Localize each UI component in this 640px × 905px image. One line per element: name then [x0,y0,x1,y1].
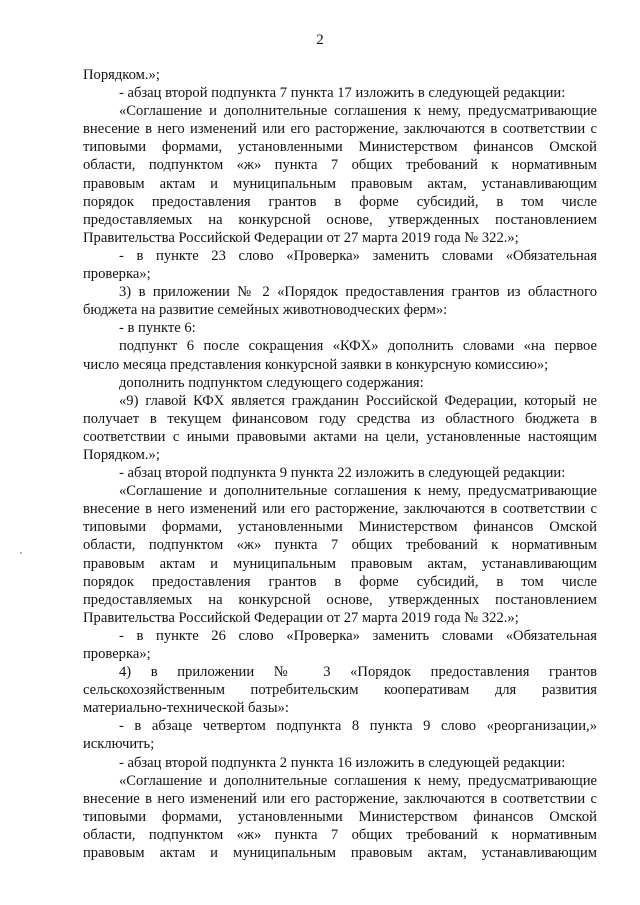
text-line: 3) в приложении № 2 «Порядок предоставления грантов из областного [119,284,597,301]
text-line: бюджета на развитие семейных животноводческих ферм»: [83,302,448,319]
text-line: материально-технической базы»: [83,700,289,717]
text-line: проверка»; [83,646,151,662]
text-line: подпункт 6 после сокращения «КФХ» дополнить словами «на первое [119,338,597,355]
text-line: - в абзаце четвертом подпункта 8 пункта 9 слово «реорганизации,» [119,718,597,735]
text-line: Порядком.»; [83,446,160,463]
text-line: - абзац второй подпункта 7 пункта 17 изложить в следующей редакции: [119,85,566,102]
text-line: 4) в приложении № 3 «Порядок предоставления грантов [119,664,597,681]
text-line: Правительства Российской Федерации от 27 марта 2019 года № 322.»; [83,609,519,626]
text-line: правовым актам и муниципальным правовым актам, устанавливающим [83,555,597,572]
text-line: области, подпунктом «ж» пункта 7 общих требований к нормативным [83,826,597,843]
text-line: соответствии с иными правовыми актами на цели, установленные настоящим [83,428,597,445]
text-line: число месяца представления конкурсной заявки в конкурсную комиссию»; [83,356,549,373]
text-line: внесение в него изменений или его расторжение, заключаются в соответствии с [83,121,597,138]
text-line: предоставляемых на конкурсной основе, утвержденных постановлением [83,591,597,608]
text-line: «Соглашение и дополнительные соглашения к нему, предусматривающие [119,772,597,789]
text-line: получает в текущем финансовом году средства из областного бюджета в [83,410,597,427]
text-line: внесение в него изменений или его расторжение, заключаются в соответствии с [83,790,597,807]
text-line: типовыми формами, установленными Министерством финансов Омской [83,139,597,156]
text-line: Правительства Российской Федерации от 27 марта 2019 года № 322.»; [83,229,519,246]
text-line: дополнить подпунктом следующего содержания: [119,374,424,391]
text-line: - в пункте 26 слово «Проверка» заменить словами «Обязательная [119,627,597,644]
text-line: проверка»; [83,266,151,283]
text-line: типовыми формами, установленными Министерством финансов Омской [83,519,597,536]
text-line: - в пункте 6: [119,320,196,337]
text-line: исключить; [83,736,155,753]
text-line: правовым актам и муниципальным правовым актам, устанавливающим [83,175,597,192]
page-number: 2 [316,32,324,48]
text-line: области, подпунктом «ж» пункта 7 общих требований к нормативным [83,157,597,174]
text-line: - в пункте 23 слово «Проверка» заменить словами «Обязательная [119,247,597,264]
text-line: порядок предоставления грантов в форме субсидий, в том числе [83,193,597,210]
text-line: «Соглашение и дополнительные соглашения к нему, предусматривающие [119,483,597,500]
text-line: - абзац второй подпункта 2 пункта 16 изложить в следующей редакции: [119,754,566,771]
text-line: внесение в него изменений или его расторжение, заключаются в соответствии с [83,501,597,518]
text-line: - абзац второй подпункта 9 пункта 22 изложить в следующей редакции: [119,465,566,482]
text-line: предоставляемых на конкурсной основе, утвержденных постановлением [83,211,597,228]
text-line: порядок предоставления грантов в форме субсидий, в том числе [83,573,597,590]
text-line: «9) главой КФХ является гражданин Российской Федерации, который не [119,392,597,409]
text-line: типовыми формами, установленными Министерством финансов Омской [83,808,597,825]
text-line: Порядком.»; [83,67,160,83]
text-line: сельскохозяйственным потребительским кооперативам для развития [83,682,597,699]
text-line: области, подпунктом «ж» пункта 7 общих требований к нормативным [83,537,597,554]
text-line: правовым актам и муниципальным правовым актам, устанавливающим [83,845,597,862]
scan-speck [20,552,22,554]
document-body [83,66,597,862]
text-line: «Соглашение и дополнительные соглашения к нему, предусматривающие [119,103,597,120]
